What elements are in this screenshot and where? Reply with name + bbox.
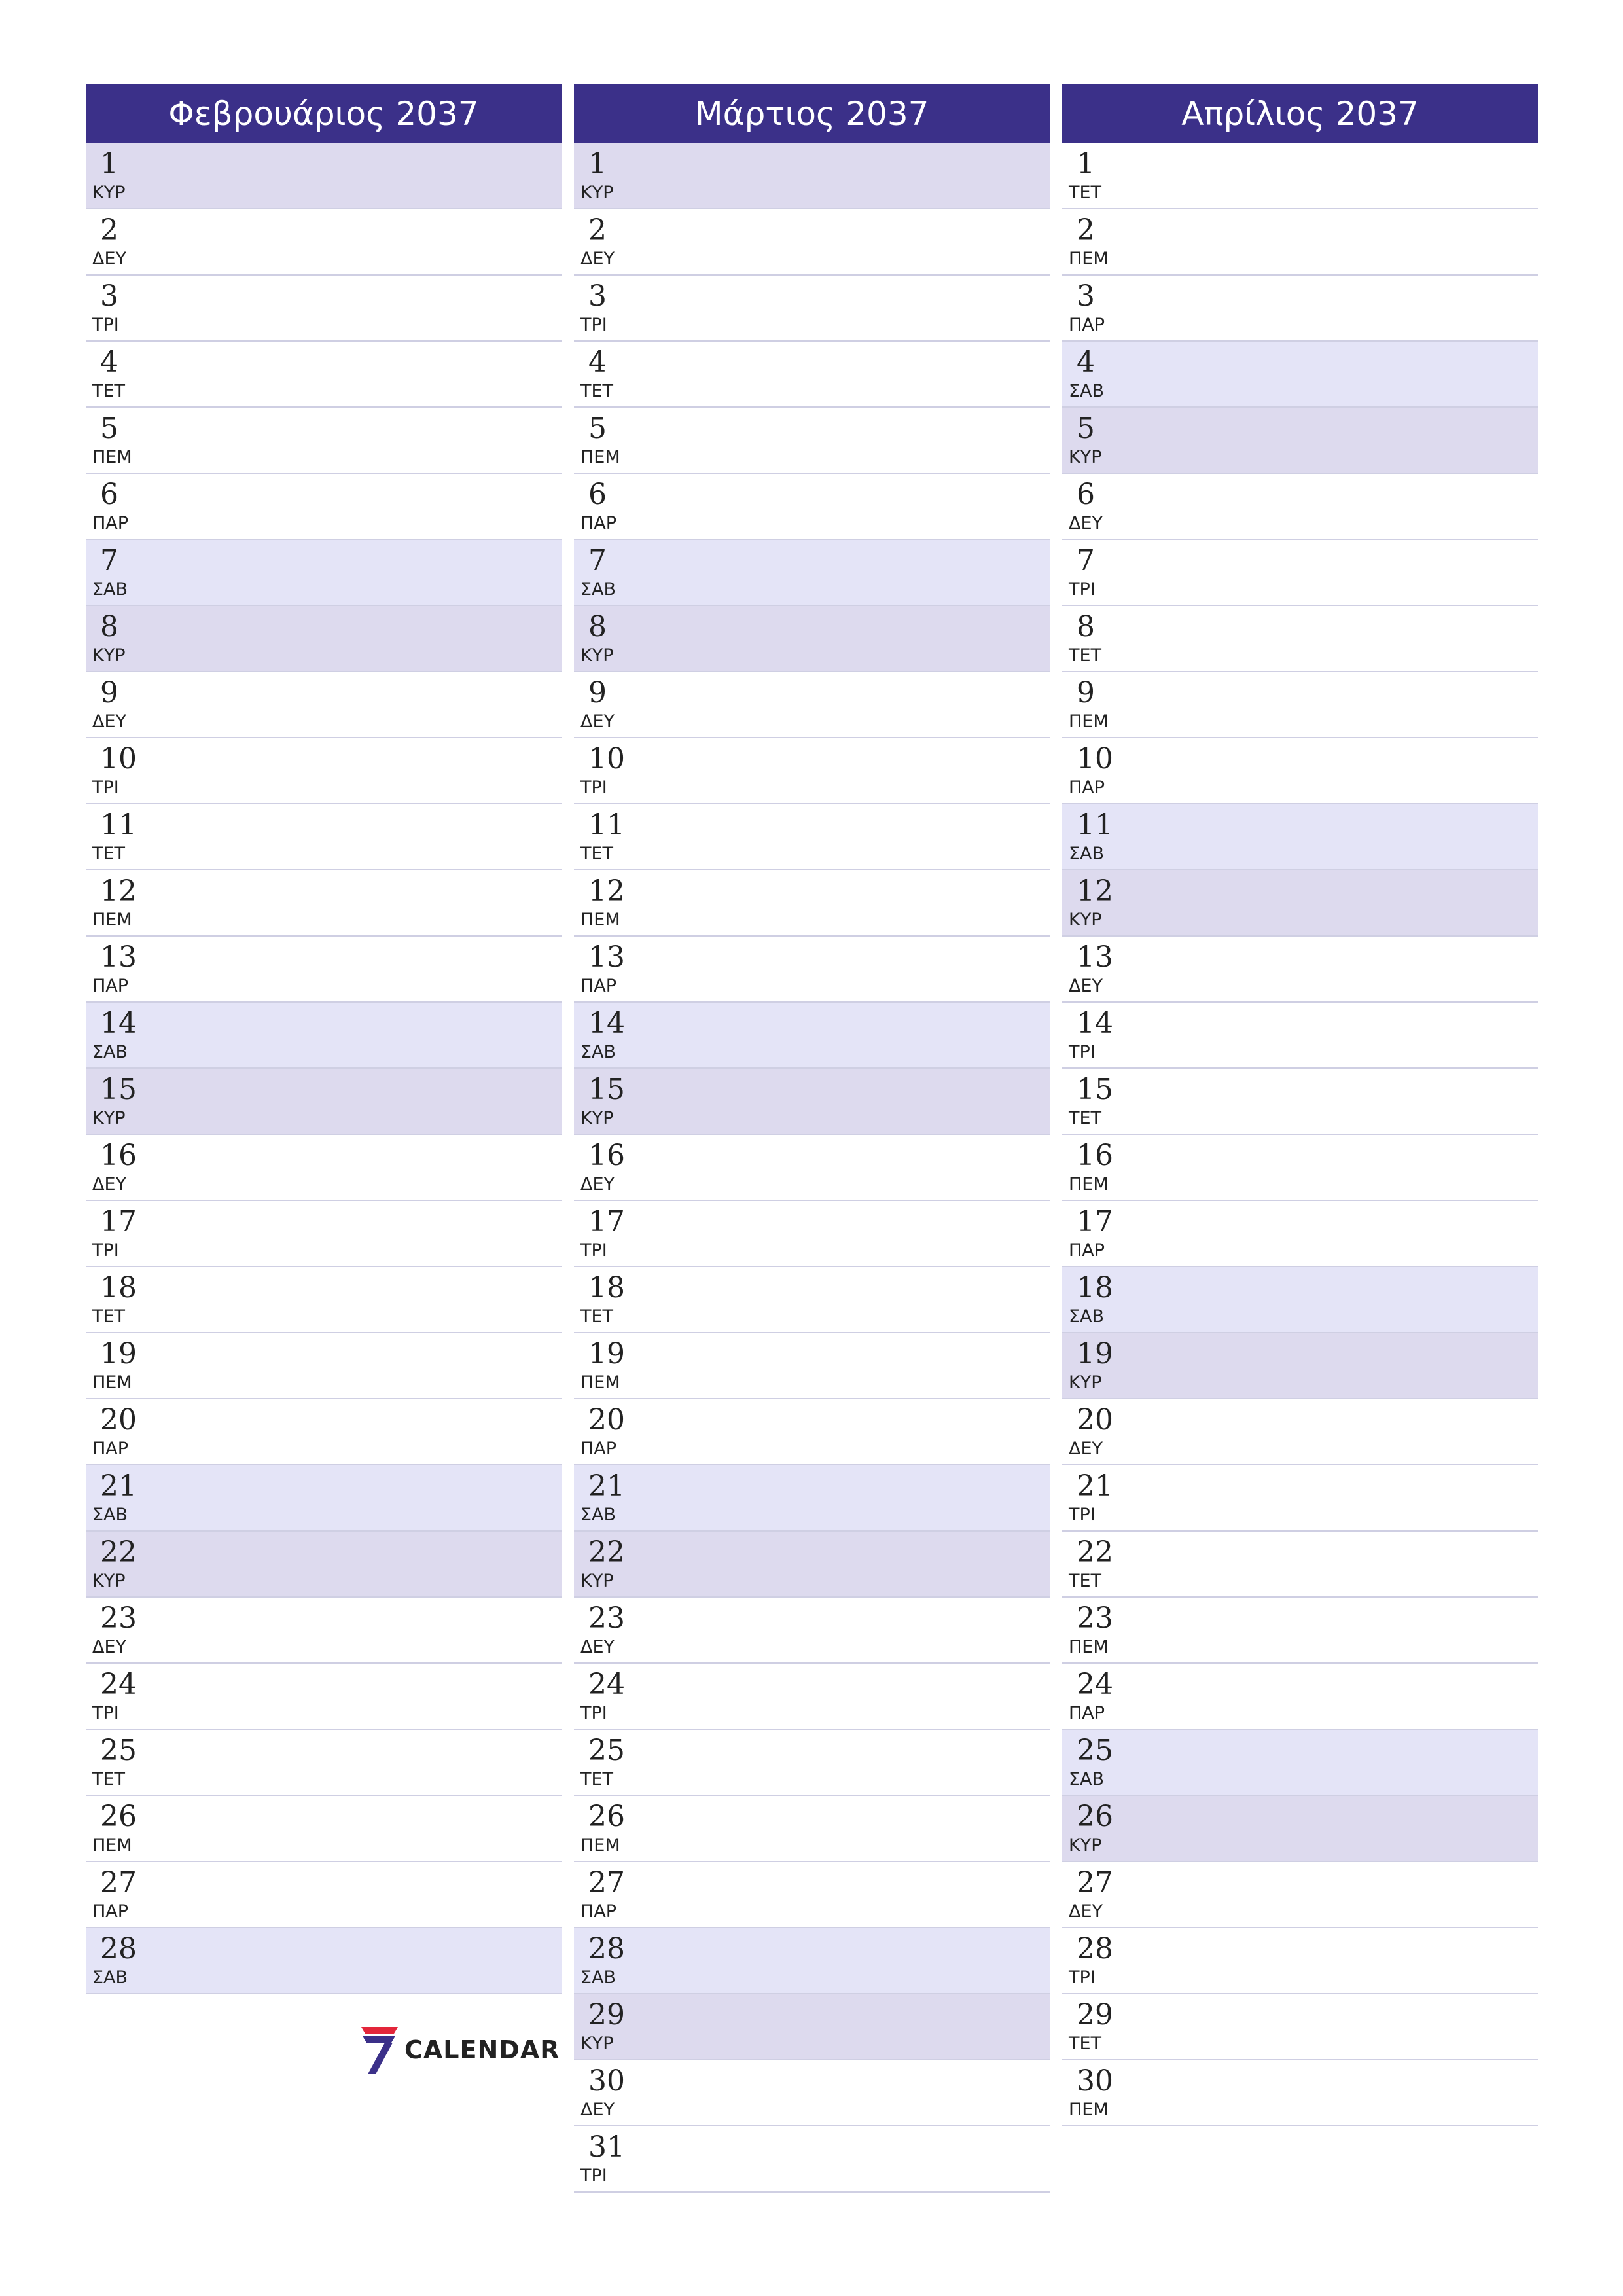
day-of-week: ΣΑΒ [1069,844,1105,864]
month-column-april [1062,84,1538,2126]
day-number: 13 [588,941,625,974]
month-column-march [574,84,1050,2193]
day-row [86,474,562,540]
day-row [1062,804,1538,870]
day-number: 27 [588,1866,625,1899]
day-row [1062,143,1538,209]
day-number: 7 [100,544,118,577]
day-number: 29 [588,1998,625,2032]
day-of-week: ΤΕΤ [580,844,614,864]
day-of-week: ΚΥΡ [1069,447,1102,467]
day-row [1062,276,1538,342]
day-row [86,1730,562,1796]
day-row [574,1465,1050,1532]
day-number: 24 [100,1668,137,1701]
day-number: 8 [1077,610,1095,643]
day-number: 19 [588,1337,625,1371]
day-of-week: ΠΕΜ [1069,1174,1109,1194]
day-number: 27 [1077,1866,1113,1899]
day-of-week: ΤΡΙ [92,315,119,335]
day-of-week: ΚΥΡ [92,645,126,666]
day-row [86,672,562,738]
day-row [574,1994,1050,2060]
day-of-week: ΣΑΒ [1069,1306,1105,1327]
day-of-week: ΤΕΤ [92,1306,126,1327]
day-number: 21 [588,1469,625,1503]
day-of-week: ΤΕΤ [92,1769,126,1789]
day-number: 6 [1077,478,1095,511]
day-number: 12 [1077,874,1113,908]
day-of-week: ΠΑΡ [92,976,129,996]
day-of-week: ΔΕΥ [92,711,127,732]
day-number: 22 [1077,1535,1113,1569]
day-number: 31 [588,2130,625,2164]
day-number: 9 [1077,676,1095,709]
day-list [1062,143,1538,2126]
day-number: 7 [1077,544,1095,577]
day-number: 16 [100,1139,137,1172]
day-row [86,276,562,342]
day-number: 15 [588,1073,625,1106]
day-number: 12 [100,874,137,908]
day-number: 3 [100,279,118,313]
day-number: 9 [100,676,118,709]
day-of-week: ΠΑΡ [1069,1240,1105,1261]
day-of-week: ΤΕΤ [92,844,126,864]
day-number: 13 [1077,941,1113,974]
day-of-week: ΔΕΥ [92,1637,127,1657]
day-row [86,1796,562,1862]
day-row [1062,1598,1538,1664]
day-of-week: ΣΑΒ [580,1042,616,1062]
day-row [574,1796,1050,1862]
day-number: 30 [1077,2064,1113,2098]
day-of-week: ΠΑΡ [580,513,617,533]
day-row [574,540,1050,606]
day-of-week: ΠΕΜ [1069,711,1109,732]
day-of-week: ΠΑΡ [1069,315,1105,335]
month-column-february [86,84,562,1994]
day-of-week: ΠΕΜ [92,1372,132,1393]
day-row [1062,1532,1538,1598]
day-of-week: ΣΑΒ [92,1967,128,1988]
day-of-week: ΣΑΒ [1069,381,1105,401]
day-row [574,143,1050,209]
day-of-week: ΤΕΤ [1069,1571,1102,1591]
day-number: 7 [588,544,607,577]
day-number: 25 [588,1734,625,1767]
day-number: 18 [1077,1271,1113,1304]
day-row [86,1532,562,1598]
day-number: 19 [1077,1337,1113,1371]
day-row [86,1862,562,1928]
day-of-week: ΣΑΒ [580,579,616,600]
day-row [86,1333,562,1399]
day-number: 24 [588,1668,625,1701]
day-row [1062,1003,1538,1069]
day-row [1062,474,1538,540]
day-row [574,1598,1050,1664]
day-row [1062,1201,1538,1267]
day-row [574,342,1050,408]
day-row [574,937,1050,1003]
day-row [1062,1664,1538,1730]
day-of-week: ΚΥΡ [580,1108,614,1128]
day-row [1062,606,1538,672]
day-number: 5 [588,412,607,445]
day-row [574,408,1050,474]
day-row [1062,2060,1538,2126]
day-row [574,1069,1050,1135]
day-of-week: ΔΕΥ [580,1637,615,1657]
day-of-week: ΤΡΙ [1069,1042,1096,1062]
day-of-week: ΤΕΤ [92,381,126,401]
day-number: 14 [1077,1007,1113,1040]
day-row [86,1201,562,1267]
day-row [574,276,1050,342]
day-of-week: ΣΑΒ [580,1967,616,1988]
day-number: 2 [588,213,607,247]
day-number: 16 [1077,1139,1113,1172]
day-of-week: ΠΕΜ [580,447,620,467]
day-number: 4 [100,346,118,379]
day-of-week: ΤΕΤ [1069,1108,1102,1128]
day-row [574,1730,1050,1796]
day-of-week: ΤΡΙ [92,1240,119,1261]
day-of-week: ΣΑΒ [92,579,128,600]
day-number: 6 [100,478,118,511]
day-row [86,1267,562,1333]
day-row [574,1664,1050,1730]
day-row [86,342,562,408]
day-row [86,738,562,804]
day-row [86,1069,562,1135]
day-of-week: ΠΕΜ [580,910,620,930]
day-number: 3 [588,279,607,313]
day-of-week: ΠΕΜ [92,910,132,930]
day-number: 9 [588,676,607,709]
day-of-week: ΤΕΤ [580,1306,614,1327]
day-of-week: ΠΕΜ [580,1835,620,1856]
day-number: 18 [588,1271,625,1304]
day-number: 10 [588,742,625,776]
day-row [1062,342,1538,408]
day-of-week: ΠΑΡ [580,976,617,996]
day-row [86,804,562,870]
day-number: 20 [588,1403,625,1437]
day-number: 14 [588,1007,625,1040]
day-row [1062,1862,1538,1928]
day-number: 22 [588,1535,625,1569]
day-number: 2 [1077,213,1095,247]
day-of-week: ΠΕΜ [92,1835,132,1856]
day-number: 1 [100,147,118,181]
day-row [86,870,562,937]
day-row [1062,738,1538,804]
day-number: 11 [100,808,137,842]
day-row [86,1135,562,1201]
day-row [86,540,562,606]
day-number: 19 [100,1337,137,1371]
day-number: 13 [100,941,137,974]
day-of-week: ΠΑΡ [580,1439,617,1459]
month-title: Φεβρουάριος 2037 [86,84,562,143]
day-of-week: ΠΕΜ [580,1372,620,1393]
day-number: 26 [1077,1800,1113,1833]
day-number: 15 [100,1073,137,1106]
day-of-week: ΣΑΒ [580,1505,616,1525]
day-number: 28 [1077,1932,1113,1965]
day-number: 26 [100,1800,137,1833]
day-row [86,408,562,474]
day-number: 5 [1077,412,1095,445]
day-number: 4 [588,346,607,379]
day-of-week: ΔΕΥ [1069,1901,1103,1922]
day-row [1062,937,1538,1003]
day-number: 6 [588,478,607,511]
day-of-week: ΚΥΡ [580,645,614,666]
day-number: 21 [100,1469,137,1503]
day-row [574,1532,1050,1598]
day-number: 26 [588,1800,625,1833]
day-row [86,209,562,276]
day-of-week: ΔΕΥ [580,1174,615,1194]
day-number: 24 [1077,1668,1113,1701]
month-title: Μάρτιος 2037 [574,84,1050,143]
day-row [574,1399,1050,1465]
day-of-week: ΔΕΥ [1069,1439,1103,1459]
day-number: 25 [1077,1734,1113,1767]
day-number: 30 [588,2064,625,2098]
day-row [1062,1994,1538,2060]
day-of-week: ΤΕΤ [1069,2034,1102,2054]
day-of-week: ΚΥΡ [92,1571,126,1591]
day-of-week: ΠΑΡ [1069,778,1105,798]
day-number: 1 [588,147,607,181]
day-of-week: ΤΕΤ [580,381,614,401]
day-row [574,474,1050,540]
day-row [1062,1796,1538,1862]
day-of-week: ΠΑΡ [92,513,129,533]
day-number: 14 [100,1007,137,1040]
day-number: 4 [1077,346,1095,379]
day-number: 22 [100,1535,137,1569]
day-number: 23 [1077,1602,1113,1635]
day-row [86,606,562,672]
day-of-week: ΠΕΜ [1069,2100,1109,2120]
day-of-week: ΠΕΜ [1069,249,1109,269]
day-of-week: ΔΕΥ [580,711,615,732]
day-of-week: ΔΕΥ [580,2100,615,2120]
day-of-week: ΚΥΡ [580,1571,614,1591]
day-row [1062,540,1538,606]
day-row [574,209,1050,276]
day-row [574,1333,1050,1399]
day-of-week: ΠΕΜ [1069,1637,1109,1657]
day-number: 8 [100,610,118,643]
day-number: 10 [1077,742,1113,776]
day-number: 11 [588,808,625,842]
day-number: 15 [1077,1073,1113,1106]
day-number: 16 [588,1139,625,1172]
day-of-week: ΚΥΡ [92,183,126,203]
day-number: 1 [1077,147,1095,181]
day-of-week: ΔΕΥ [1069,976,1103,996]
day-of-week: ΣΑΒ [1069,1769,1105,1789]
day-of-week: ΤΡΙ [1069,1505,1096,1525]
seven-logo-icon [359,2024,401,2075]
day-number: 17 [1077,1205,1113,1238]
day-row [1062,1333,1538,1399]
day-number: 11 [1077,808,1113,842]
day-of-week: ΤΡΙ [1069,1967,1096,1988]
day-of-week: ΠΕΜ [92,447,132,467]
day-row [574,672,1050,738]
month-title: Απρίλιος 2037 [1062,84,1538,143]
day-of-week: ΠΑΡ [1069,1703,1105,1723]
day-number: 28 [100,1932,137,1965]
day-of-week: ΤΕΤ [1069,645,1102,666]
day-number: 18 [100,1271,137,1304]
day-row [1062,408,1538,474]
day-row [574,738,1050,804]
day-row [574,1003,1050,1069]
day-row [86,143,562,209]
day-of-week: ΠΑΡ [92,1901,129,1922]
day-number: 23 [588,1602,625,1635]
day-of-week: ΚΥΡ [92,1108,126,1128]
day-row [86,1465,562,1532]
day-list [86,143,562,1994]
day-row [574,804,1050,870]
day-of-week: ΤΕΤ [1069,183,1102,203]
day-row [1062,1465,1538,1532]
day-number: 20 [100,1403,137,1437]
day-row [86,1003,562,1069]
day-number: 10 [100,742,137,776]
day-number: 20 [1077,1403,1113,1437]
day-of-week: ΔΕΥ [580,249,615,269]
day-row [574,870,1050,937]
day-of-week: ΤΡΙ [580,1240,607,1261]
day-of-week: ΤΡΙ [580,778,607,798]
day-row [86,1399,562,1465]
day-of-week: ΤΕΤ [580,1769,614,1789]
day-of-week: ΚΥΡ [580,183,614,203]
day-of-week: ΠΑΡ [92,1439,129,1459]
day-row [86,1598,562,1664]
day-number: 23 [100,1602,137,1635]
day-of-week: ΚΥΡ [1069,910,1102,930]
day-of-week: ΤΡΙ [1069,579,1096,600]
day-row [1062,1730,1538,1796]
day-row [574,606,1050,672]
day-number: 8 [588,610,607,643]
day-of-week: ΔΕΥ [92,1174,127,1194]
day-row [1062,209,1538,276]
day-of-week: ΤΡΙ [580,2166,607,2186]
day-of-week: ΚΥΡ [580,2034,614,2054]
day-of-week: ΚΥΡ [1069,1372,1102,1393]
day-number: 3 [1077,279,1095,313]
day-number: 17 [588,1205,625,1238]
day-row [1062,1267,1538,1333]
day-number: 27 [100,1866,137,1899]
day-of-week: ΤΡΙ [92,1703,119,1723]
day-number: 17 [100,1205,137,1238]
day-row [1062,1399,1538,1465]
day-of-week: ΣΑΒ [92,1042,128,1062]
day-row [574,1862,1050,1928]
day-row [1062,1135,1538,1201]
day-row [1062,1069,1538,1135]
day-row [86,1664,562,1730]
day-of-week: ΤΡΙ [92,778,119,798]
day-row [86,1928,562,1994]
day-number: 2 [100,213,118,247]
logo-text: CALENDAR [404,2036,560,2064]
day-row [574,1135,1050,1201]
day-number: 25 [100,1734,137,1767]
day-of-week: ΚΥΡ [1069,1835,1102,1856]
day-number: 12 [588,874,625,908]
day-row [574,1201,1050,1267]
day-row [574,1267,1050,1333]
day-row [1062,1928,1538,1994]
day-row [574,1928,1050,1994]
day-of-week: ΤΡΙ [580,1703,607,1723]
day-row [1062,870,1538,937]
day-of-week: ΤΡΙ [580,315,607,335]
day-number: 28 [588,1932,625,1965]
day-of-week: ΔΕΥ [1069,513,1103,533]
day-row [574,2126,1050,2193]
day-of-week: ΠΑΡ [580,1901,617,1922]
day-number: 21 [1077,1469,1113,1503]
day-list [574,143,1050,2193]
day-of-week: ΔΕΥ [92,249,127,269]
day-of-week: ΣΑΒ [92,1505,128,1525]
day-row [1062,672,1538,738]
brand-logo [359,2024,560,2075]
day-number: 29 [1077,1998,1113,2032]
day-number: 5 [100,412,118,445]
day-row [574,2060,1050,2126]
day-row [86,937,562,1003]
